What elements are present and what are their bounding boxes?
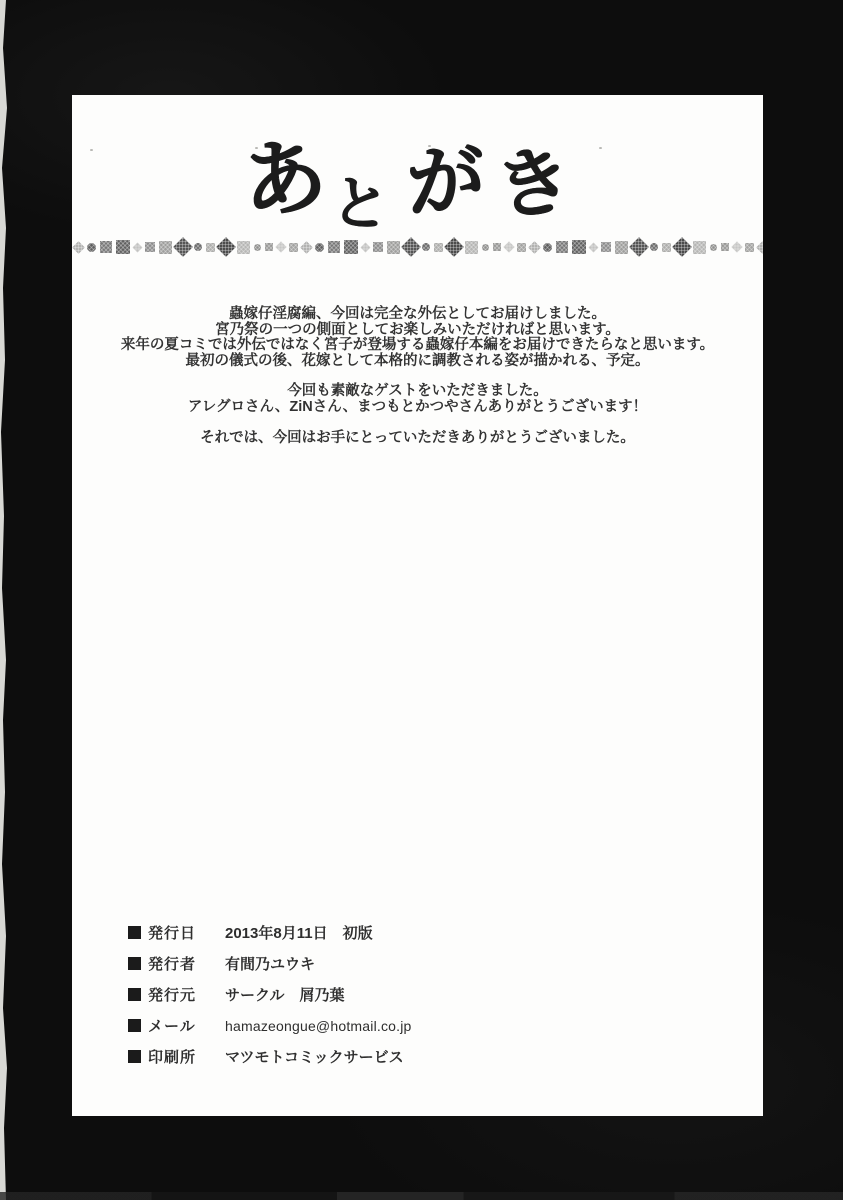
square-ornament-icon bbox=[100, 241, 112, 253]
circle-ornament-icon bbox=[422, 243, 430, 251]
square-ornament-icon bbox=[556, 241, 568, 253]
circle-ornament-icon bbox=[87, 243, 96, 252]
afterword-paragraph bbox=[72, 307, 763, 369]
afterword-paragraph bbox=[72, 431, 763, 447]
colophon-label: メール bbox=[148, 1018, 196, 1035]
colophon-value: サークル 屑乃葉 bbox=[225, 987, 345, 1004]
afterword-line: 最初の儀式の後、花嫁として本格的に調教される姿が描かれる、予定。 bbox=[185, 352, 650, 369]
colophon-value: 2013年8月11日 初版 bbox=[225, 925, 373, 942]
colophon-label: 発行日 bbox=[148, 925, 197, 942]
circle-ornament-icon bbox=[710, 244, 717, 251]
title-char: と bbox=[328, 167, 393, 241]
title-char: あ bbox=[236, 125, 332, 233]
scan-paper-edge bbox=[0, 0, 9, 1200]
square-ornament-icon bbox=[145, 242, 155, 252]
colophon-row-publish-date bbox=[128, 917, 412, 948]
circle-ornament-icon bbox=[254, 244, 261, 251]
circle-ornament-icon bbox=[482, 244, 489, 251]
diamond-ornament-icon bbox=[173, 237, 193, 257]
scan-bottom-edge bbox=[0, 1192, 843, 1200]
diamond-ornament-icon bbox=[300, 241, 313, 254]
afterword-line: 蟲嫁仔淫腐編、今回は完全な外伝としてお届けしました。 bbox=[229, 306, 606, 322]
square-ornament-icon bbox=[601, 242, 611, 252]
afterword-line: 宮乃祭の一つの側面としてお楽しみいただければと思います。 bbox=[215, 321, 620, 338]
square-ornament-icon bbox=[434, 243, 443, 252]
square-ornament-icon bbox=[328, 241, 340, 253]
square-ornament-icon bbox=[237, 241, 250, 254]
diamond-ornament-icon bbox=[629, 237, 649, 257]
diamond-ornament-icon bbox=[756, 241, 763, 254]
square-ornament-icon bbox=[289, 243, 298, 252]
bullet-square-icon bbox=[128, 988, 141, 1001]
afterword-line: アレグロさん、ZiNさん、まつもとかつやさんありがとうございます！ bbox=[187, 398, 648, 415]
square-ornament-icon bbox=[615, 241, 628, 254]
bullet-square-icon bbox=[128, 1050, 141, 1063]
page-title bbox=[60, 125, 751, 241]
bullet-square-icon bbox=[128, 1019, 141, 1032]
colophon-label: 印刷所 bbox=[148, 1049, 197, 1066]
diamond-ornament-icon bbox=[444, 237, 464, 257]
square-ornament-icon bbox=[572, 240, 586, 254]
circle-ornament-icon bbox=[194, 243, 202, 251]
afterword-line: 今回も素敵なゲストをいただきました。 bbox=[287, 383, 548, 400]
square-ornament-icon bbox=[206, 243, 215, 252]
afterword-line: 来年の夏コミでは外伝ではなく宮子が登場する蟲嫁仔本編をお届けできたらなと思います。 bbox=[120, 337, 715, 354]
colophon bbox=[128, 917, 412, 1072]
diamond-ornament-icon bbox=[216, 237, 236, 257]
afterword-line: それでは、今回はお手にとっていただきありがとうございました。 bbox=[200, 429, 635, 446]
colophon-row-circle bbox=[128, 979, 412, 1010]
square-ornament-icon bbox=[116, 240, 130, 254]
document-page bbox=[72, 95, 763, 1116]
square-ornament-icon bbox=[159, 241, 172, 254]
diamond-ornament-icon bbox=[401, 237, 421, 257]
circle-ornament-icon bbox=[543, 243, 552, 252]
decorative-divider bbox=[72, 233, 763, 261]
title-char: き bbox=[488, 133, 578, 234]
square-ornament-icon bbox=[465, 241, 478, 254]
colophon-row-email bbox=[128, 1010, 412, 1041]
diamond-ornament-icon bbox=[503, 241, 514, 252]
afterword-text bbox=[72, 307, 763, 461]
diamond-ornament-icon bbox=[528, 241, 541, 254]
colophon-email-value: hamazeongue@hotmail.co.jp bbox=[225, 1017, 412, 1034]
bullet-square-icon bbox=[128, 926, 141, 939]
diamond-ornament-icon bbox=[589, 242, 599, 252]
square-ornament-icon bbox=[387, 241, 400, 254]
square-ornament-icon bbox=[265, 243, 273, 251]
afterword-paragraph bbox=[72, 384, 763, 415]
square-ornament-icon bbox=[517, 243, 526, 252]
square-ornament-icon bbox=[745, 243, 754, 252]
circle-ornament-icon bbox=[650, 243, 658, 251]
square-ornament-icon bbox=[493, 243, 501, 251]
square-ornament-icon bbox=[344, 240, 358, 254]
colophon-row-printer bbox=[128, 1041, 412, 1072]
colophon-value: 有間乃ユウキ bbox=[225, 956, 316, 973]
colophon-label: 発行元 bbox=[148, 987, 197, 1004]
diamond-ornament-icon bbox=[731, 241, 742, 252]
title-char: が bbox=[402, 134, 487, 230]
square-ornament-icon bbox=[721, 243, 729, 251]
square-ornament-icon bbox=[373, 242, 383, 252]
square-ornament-icon bbox=[693, 241, 706, 254]
circle-ornament-icon bbox=[315, 243, 324, 252]
diamond-ornament-icon bbox=[72, 241, 85, 254]
diamond-ornament-icon bbox=[361, 242, 371, 252]
colophon-value: マツモトコミックサービス bbox=[225, 1049, 404, 1066]
colophon-label: 発行者 bbox=[148, 956, 197, 973]
bullet-square-icon bbox=[128, 957, 141, 970]
square-ornament-icon bbox=[662, 243, 671, 252]
diamond-ornament-icon bbox=[275, 241, 286, 252]
colophon-row-publisher bbox=[128, 948, 412, 979]
diamond-ornament-icon bbox=[133, 242, 143, 252]
diamond-ornament-icon bbox=[672, 237, 692, 257]
